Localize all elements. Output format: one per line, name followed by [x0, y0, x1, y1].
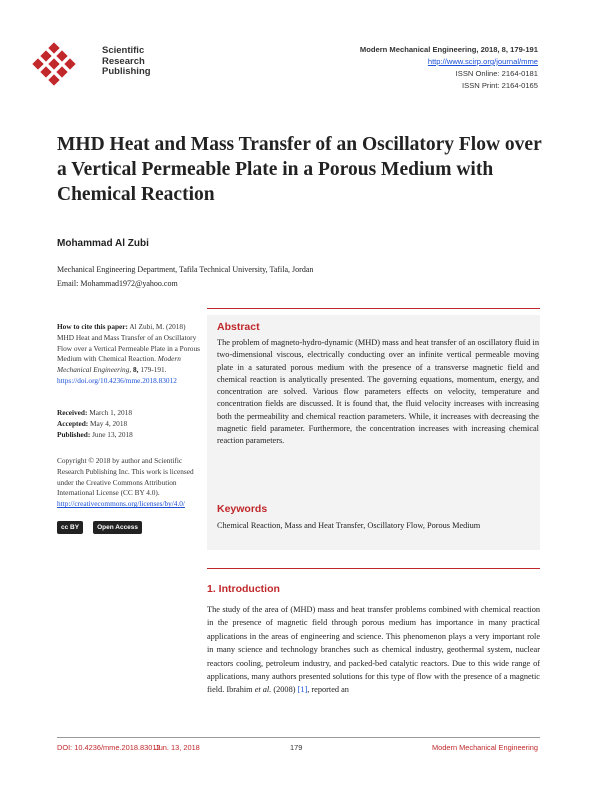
open-access-badge: Open Access: [93, 521, 142, 534]
journal-url-link[interactable]: http://www.scirp.org/journal/mme: [427, 57, 538, 66]
reference-link[interactable]: [1]: [297, 685, 308, 695]
license-badges: [57, 518, 148, 536]
page-number: 179: [290, 743, 303, 752]
copyright-notice: Copyright © 2018 by author and Scientific Research Publishing Inc. This work is licensed under the Creative Commons Attribution International License (CC BY 4.0). http://creativecommons.org/licenses/by/4.0/: [57, 456, 203, 510]
license-link[interactable]: http://creativecommons.org/licenses/by/4.0/: [57, 499, 185, 509]
logo-diamond-icon: [32, 42, 75, 85]
author-email[interactable]: Email: Mohammad1972@yahoo.com: [57, 279, 178, 288]
footer-journal: Modern Mechanical Engineering: [432, 743, 538, 752]
introduction-heading: 1. Introduction: [207, 583, 280, 595]
how-to-cite: How to cite this paper: Al Zubi, M. (2018) MHD Heat and Mass Transfer of an Oscillatory Flow over a Vertical Permeable Plate in a Porous Medium with Chemical Reaction. Modern Mechanical Engineering, 8, 179-191. https://doi.org/10.4236/mme.2018.83012: [57, 322, 200, 385]
doi-link[interactable]: https://doi.org/10.4236/mme.2018.83012: [57, 375, 177, 385]
affiliation: Mechanical Engineering Department, Tafila Technical University, Tafila, Jordan: [57, 265, 314, 274]
keywords-text: Chemical Reaction, Mass and Heat Transfer, Oscillatory Flow, Porous Medium: [217, 521, 481, 530]
abstract-heading: Abstract: [217, 321, 260, 333]
issn-print: ISSN Print: 2164-0165: [462, 81, 538, 90]
footer-divider: [57, 737, 540, 738]
introduction-text: The study of the area of (MHD) mass and heat transfer problems combined with chemical reaction in the presence of magnetic field through porous medium has importance in many practical applications in the areas of engineering and science. This phenomenon plays a very important role in many science and technology branches such as chemical industry, geothermal system, nuclear reactors cooling, petroleum industry, and packed-bed catalytic reactors. Due to this wide range of applications, many authors presented solutions for this type of flow with the presence of a magnetic field. Ibrahim et al. (2008) [1], reported an: [207, 605, 540, 695]
footer-date: Jun. 13, 2018: [155, 743, 200, 752]
keywords-heading: Keywords: [217, 503, 268, 515]
paper-title: MHD Heat and Mass Transfer of an Oscillatory Flow over a Vertical Permeable Plate in a Porous Medium with Chemical Reaction: [57, 134, 542, 205]
journal-citation: Modern Mechanical Engineering, 2018, 8, 179-191: [359, 45, 538, 54]
cc-by-badge: cc BY: [57, 521, 83, 534]
issn-online: ISSN Online: 2164-0181: [455, 69, 538, 78]
publisher-name: Scientific Research Publishing: [102, 45, 151, 77]
divider: [207, 568, 540, 569]
article-dates: Received: March 1, 2018 Accepted: May 4, 2018 Published: June 13, 2018: [57, 408, 133, 439]
divider: [207, 308, 540, 309]
author-name: Mohammad Al Zubi: [57, 238, 149, 249]
abstract-text: The problem of magneto-hydro-dynamic (MHD) mass and heat transfer of an oscillatory fluid in two-dimensional viscous, electrically conducting over an infinite vertical permeable moving plate in a saturated porous medium with the presence of a transverse magnetic field and chemical reaction is analytically presented. The governing equations, momentum, energy, and concentration are solved. Various flow parameters effects on velocity, temperature and concentration fields are discussed. It is found that, the fluid velocity increases with increasing both the permeability and chemical reaction parameters. While, it increases with decreasing the magnetic field parameter. Furthermore, the concentration increases with increasing chemical reaction parameters.: [217, 338, 539, 446]
footer-doi: DOI: 10.4236/mme.2018.83012: [57, 743, 161, 752]
